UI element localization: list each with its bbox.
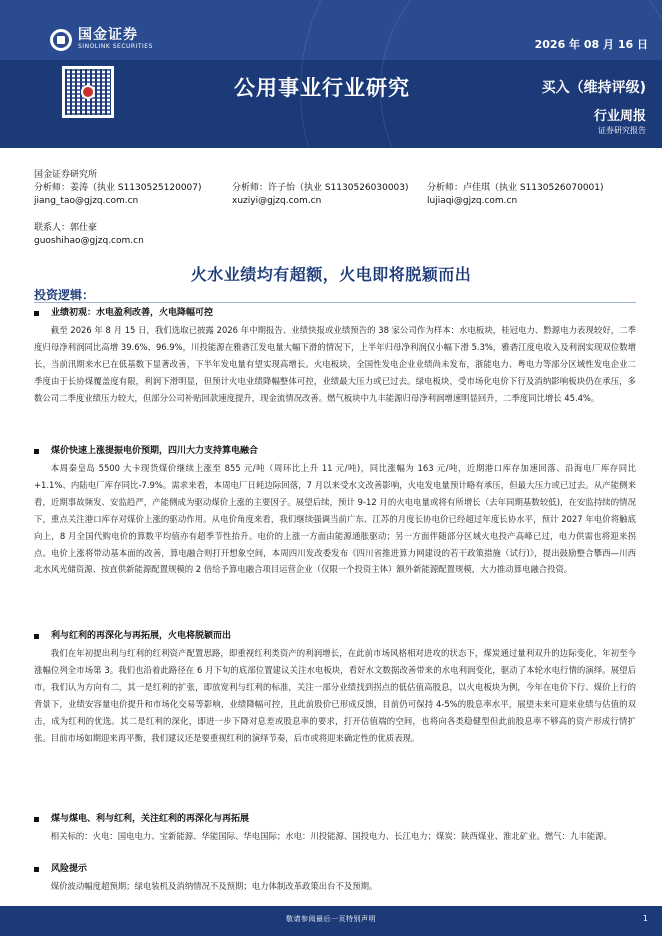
section-title: 煤价快速上涨提振电价预期，四川大力支持算电融合 xyxy=(51,446,259,456)
contact-label: 联系人：郭仕豪 xyxy=(34,223,98,233)
section-body: 我们在年初提出利与红利的红利资产配置思路，即重视红利类资产的利润增长，在此前市场风格相对进攻的状态下，煤炭通过量利双升的边际变化，年初至今涨幅位列全市场第 3。我们也沿着此路径在 6 月下旬的底部位置建议关注水电板块，看好水文数据改善带来的水电利润变化，驱动了本轮水电行情的演绎。展望后市，我们认为方向有二，其一是红利的扩张，即放宽利与红利的标准，关注一部分业绩找到拐点的低估值高股息，以火电板块为例，今年在电价下行、煤价上行的背景下，业绩安容量电价提升和市场化交易等影响，业绩降幅可控，且此前股价已形成反馈，目前仍可保持 4-5%的股息率水平，展望未来可迎来业绩与估值的双击，成为红利的优选。其二是红利的深化，即进一步下降对息差或股息率的要求，打开估值端的空间，也将向各类稳健型但此前股息率不够高的资产形成行情扩张。目前市场如期迎来再平衡，我们建议还是要重视红利的演绎节奏，后市或将迎来确定性的优质表现。 xyxy=(34,648,636,743)
section-title: 风险提示 xyxy=(51,864,88,874)
analyst-label: 分析师：卢佳琪（执业 S1130526070001) xyxy=(427,183,604,193)
summary-section xyxy=(34,307,636,407)
report-subtitle: 证券研究报告 xyxy=(598,126,646,135)
analyst-label: 分析师：姜涛（执业 S1130525120007) xyxy=(34,183,202,193)
heading-divider xyxy=(34,302,636,303)
company-logo xyxy=(50,28,153,51)
bullet-icon xyxy=(34,311,39,316)
section-title: 煤与煤电、利与红利，关注红利的再深化与再拓展 xyxy=(51,814,250,824)
logo-name-en: SINOLINK SECURITIES xyxy=(78,43,153,50)
bullet-icon xyxy=(34,634,39,639)
analyst-email[interactable]: lujiaqi@gjzq.com.cn xyxy=(427,196,518,206)
section-body: 本周秦皇岛 5500 大卡现货煤价继续上涨至 855 元/吨（周环比上升 11 元/吨)，同比涨幅为 163 元/吨，近期港口库存加速回落、沿海电厂库存同比+1.1%、内陆电厂库存同比-7.9%。需求来看，本周电厂日耗边际回落，7 月以来受水文改善影响，火电发电量预计略有承压，但最大压力或已过去。从产能侧来看，近期事故频发、安监趋严，产能侧成为驱动煤价上涨的主要因子。展望后续，预计 9-12 月的火电电量或将有所增长（去年同期基数较低)，在安监持续的情况下，重点关注港口库存对煤价上涨的驱动作用。从电价角度来看，我们继续强调当前广东、江苏的月度长协电价已经超过年度长协水平，预计 2027 年电价将触底向上，8 月全国代购电价的算数平均值亦有超季节性抬升。电价的上涨一方面由能源通胀驱动；另一方面伴随部分区域火电投产高峰已过，电力供需也将迎来拐点。电价上涨将带动基本面的改善，算电融合则打开想象空间，本周四川发改委发布《四川省推进算力网建设的若干政策措施（试行)》，提出鼓励整合攀西—川西北水风光储资源、按直供新能源配置规模的 2 倍给予算电融合项目运营企业（仅限一个投资主体）额外新能源配置规模，大力推动算电融合投资。 xyxy=(34,463,636,575)
report-title: 公用事业行业研究 xyxy=(234,76,410,100)
section-body: 截至 2026 年 8 月 15 日，我们选取已披露 2026 年中期报告、业绩快报或业绩预告的 38 家公司作为样本：水电板块，桂冠电力、黔源电力表现较好，二季度归母净利润同比高增 39.6%、96.9%，川投能源在雅砻江发电量大幅下滑的情况下，上半年归母净利润仅小幅下滑 5.3%，雅砻江度电收入及利润实现双位数增长，当前汛期来水已在低基数下显著改善，下半年发电量有望实现高增长。火电板块，全国性发电企业业绩尚未发布，浙能电力、粤电力等部分区域性发电企业二季度由于长协煤覆盖度有限，利润下滑明显，但预计火电业绩降幅整体可控，业绩最大压力或已过去。绿电板块，受市场化电价下行及消纳影响板块仍在承压，多数公司二季度业绩压力较大，但部分公司补贴回款速度提升，现金流情况改善。燃气板块中九丰能源归母净利润增速明显回升，二季度同比增长 45.4%。 xyxy=(34,325,636,403)
summary-section xyxy=(34,813,636,845)
institute-name: 国金证券研究所 xyxy=(34,170,98,180)
section-body: 煤价波动幅度超预期；绿电装机及消纳情况不及预期；电力体制改革政策出台不及预期。 xyxy=(50,881,378,891)
summary-section xyxy=(34,863,636,895)
summary-section xyxy=(34,445,636,578)
bullet-icon xyxy=(34,817,39,822)
logo-name-cn: 国金证券 xyxy=(78,27,138,43)
contact-block xyxy=(34,222,144,248)
rating-badge: 买入（维持评级) xyxy=(541,80,646,96)
page-footer xyxy=(0,906,662,936)
logo-icon xyxy=(50,29,72,51)
analyst-label: 分析师：许子怡（执业 S1130526030003) xyxy=(232,183,409,193)
report-type: 行业周报 xyxy=(593,109,646,124)
section-body: 相关标的：火电：国电电力、宝新能源、华能国际、华电国际；水电：川投能源、国投电力、长江电力；煤炭：陕西煤业、淮北矿业。燃气：九丰能源。 xyxy=(50,831,612,841)
summary-section xyxy=(34,630,636,746)
section-heading: 投资逻辑： xyxy=(34,288,95,302)
report-headline: 火水业绩均有超额，火电即将脱颖而出 xyxy=(190,265,472,284)
report-header xyxy=(0,0,662,148)
analyst-email[interactable]: xuziyi@gjzq.com.cn xyxy=(232,196,322,206)
qr-code[interactable] xyxy=(62,66,114,118)
report-date: 2026 年 08 月 16 日 xyxy=(534,38,648,51)
bullet-icon xyxy=(34,449,39,454)
analyst-block xyxy=(34,169,634,208)
bullet-icon xyxy=(34,867,39,872)
page-number: 1 xyxy=(642,914,648,923)
qr-logo-icon xyxy=(81,85,95,99)
section-title: 业绩初观：水电盈利改善，火电降幅可控 xyxy=(51,308,214,318)
contact-email[interactable]: guoshihao@gjzq.com.cn xyxy=(34,236,144,246)
analyst-email[interactable]: jiang_tao@gjzq.com.cn xyxy=(34,196,139,206)
footer-disclaimer: 敬请参阅最后一页特别声明 xyxy=(286,915,376,923)
section-title: 利与红利的再深化与再拓展，火电将脱颖而出 xyxy=(51,631,232,641)
